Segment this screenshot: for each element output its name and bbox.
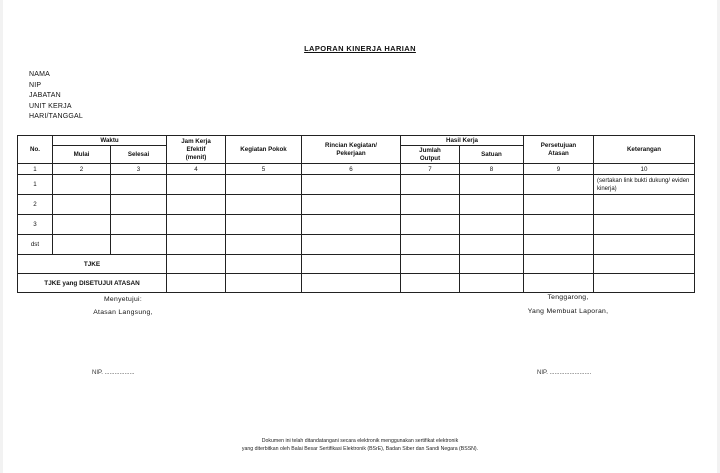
right-nip: NIP. ......................... [537, 370, 592, 376]
column-number: 6 [302, 164, 401, 175]
column-number: 4 [167, 164, 226, 175]
row-no: dst [18, 235, 53, 255]
page-title: LAPORAN KINERJA HARIAN [304, 44, 416, 53]
field-nip: NIP [29, 81, 42, 89]
row-keterangan [594, 235, 695, 255]
column-number-row [18, 164, 695, 175]
column-number: 1 [18, 164, 53, 175]
column-number: 7 [401, 164, 460, 175]
identity-fields [29, 70, 83, 123]
row-no: 3 [18, 215, 53, 235]
row-keterangan [594, 195, 695, 215]
header-kegiatan-pokok: Kegiatan Pokok [226, 136, 302, 164]
right-signature-place: Tenggarong, [547, 294, 589, 301]
field-nama: NAMA [29, 71, 51, 78]
report-table [17, 135, 695, 293]
header-mulai: Mulai [53, 146, 111, 164]
right-signature-role: Yang Membuat Laporan, [527, 308, 609, 315]
tjke-approved-row [18, 274, 695, 293]
left-signature-role: Atasan Langsung, [93, 309, 153, 316]
tjke-row [18, 255, 695, 274]
header-no: No. [18, 136, 53, 164]
field-jabatan: JABATAN [29, 92, 61, 100]
table-row [18, 175, 695, 195]
header-rincian: Rincian Kegiatan/ Pekerjaan [302, 136, 401, 164]
header-keterangan: Keterangan [594, 136, 695, 164]
table-row [18, 195, 695, 215]
header-persetujuan: Persetujuan Atasan [524, 136, 594, 164]
field-unit-kerja: UNIT KERJA [29, 102, 72, 110]
column-number: 10 [594, 164, 695, 175]
column-number: 9 [524, 164, 594, 175]
electronic-signature-note: Dokumen ini telah ditandatangani secara elektronik menggunakan sertifikat elektronik yang diterbitkan oleh Balai Besar Sertifikasi Elektronik (BSrE), Badan Siber dan Sandi Negara (BSSN). [241, 438, 479, 452]
column-number: 3 [111, 164, 167, 175]
header-hasil-kerja: Hasil Kerja [401, 136, 524, 146]
document-page [3, 0, 717, 473]
table-row [18, 215, 695, 235]
left-nip: NIP. .................. [92, 370, 135, 376]
header-waktu: Waktu [53, 136, 167, 146]
row-keterangan: (sertakan link bukti dukung/ eviden kinerja) [594, 175, 695, 195]
column-number: 2 [53, 164, 111, 175]
tjke-approved-label: TJKE yang DISETUJUI ATASAN [18, 274, 167, 293]
header-selesai: Selesai [111, 146, 167, 164]
header-jam-kerja: Jam Kerja Efektif (menit) [167, 136, 226, 164]
header-jumlah-output: Jumlah Output [401, 146, 460, 164]
column-number: 8 [460, 164, 524, 175]
column-number: 5 [226, 164, 302, 175]
row-keterangan [594, 215, 695, 235]
row-no: 2 [18, 195, 53, 215]
left-signature-heading: Menyetujui: [103, 296, 143, 303]
tjke-label: TJKE [18, 255, 167, 274]
row-no: 1 [18, 175, 53, 195]
field-hari-tanggal: HARI/TANGGAL [29, 113, 84, 121]
table-row [18, 235, 695, 255]
header-satuan: Satuan [460, 146, 524, 164]
